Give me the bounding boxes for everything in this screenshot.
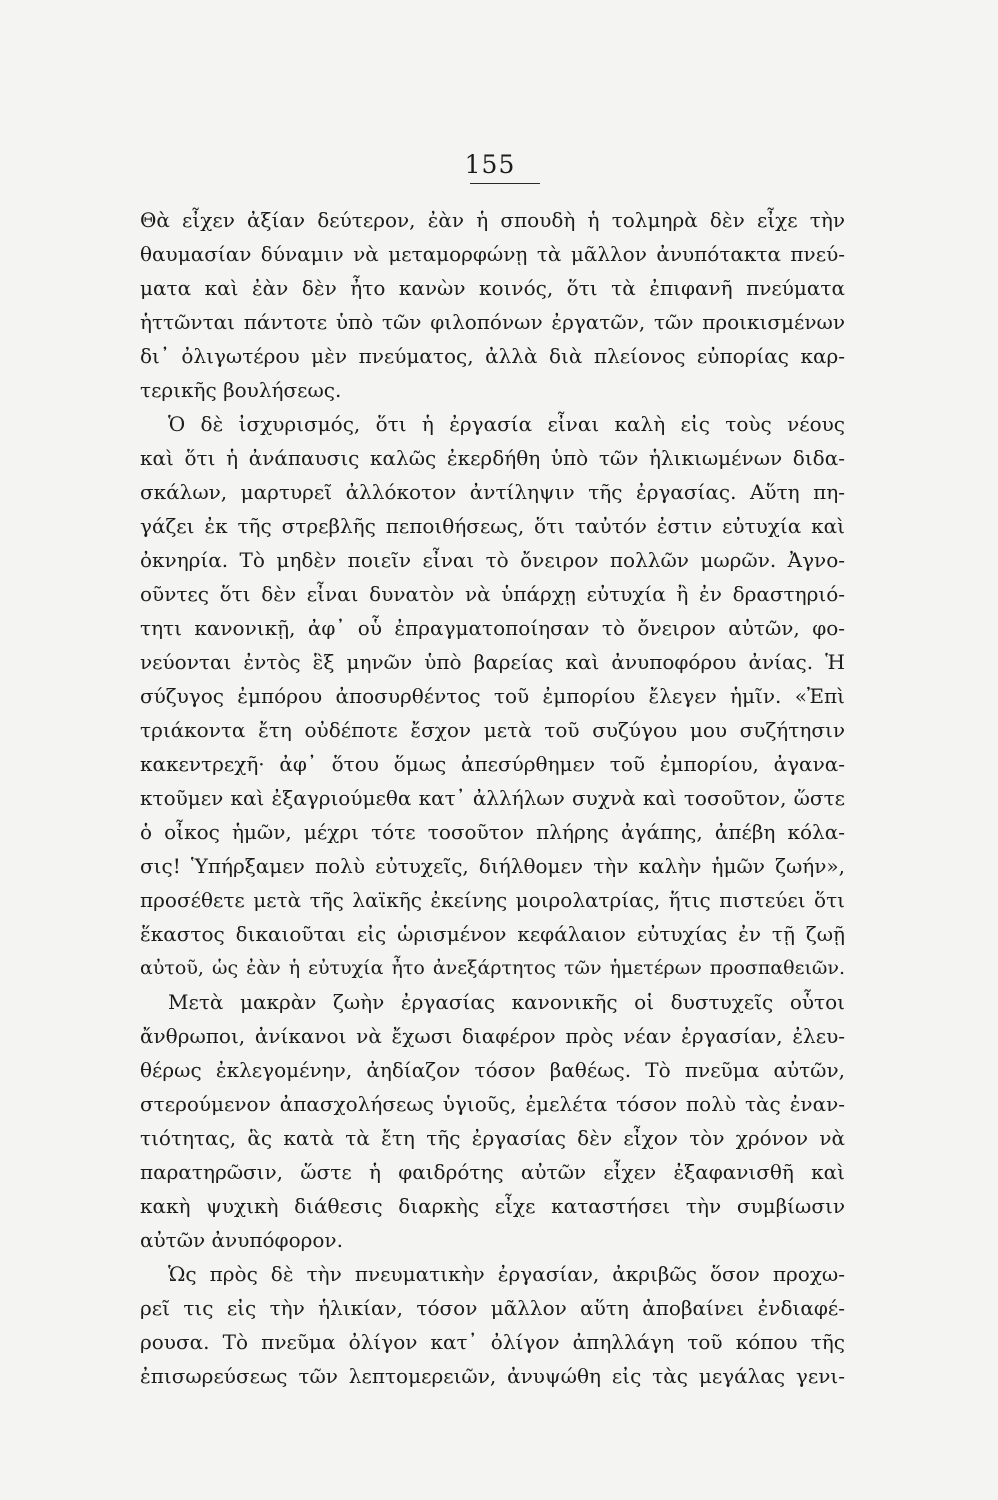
text-line: κακεντρεχῆ· ἀφ᾽ ὅτου ὅμως ἀπεσύρθημεν τοῦ ἐμπορίου, ἀγανα-	[140, 752, 845, 776]
text-line: τιότητας, ἃς κατὰ τὰ ἔτη τῆς ἐργασίας δὲν εἶχον τὸν χρόνον νὰ	[140, 1126, 845, 1150]
text-line: τριάκοντα ἔτη οὐδέποτε ἔσχον μετὰ τοῦ συζύγου μου συζήτησιν	[140, 718, 845, 742]
text-line: ἡττῶνται πάντοτε ὑπὸ τῶν φιλοπόνων ἐργατῶν, τῶν προικισμένων	[140, 310, 845, 334]
text-line: Θὰ εἶχεν ἀξίαν δεύτερον, ἐὰν ἡ σπουδὴ ἡ τολμηρὰ δὲν εἶχε τὴν	[140, 208, 845, 232]
text-line: ἕκαστος δικαιοῦται εἰς ὡρισμένον κεφάλαιον εὐτυχίας ἐν τῇ ζωῇ	[140, 922, 845, 946]
page-number-rule	[470, 183, 540, 184]
text-line: κακὴ ψυχικὴ διάθεσις διαρκὴς εἶχε καταστήσει τὴν συμβίωσιν	[140, 1194, 845, 1218]
text-line: αὐτῶν ἀνυπόφορον.	[140, 1228, 343, 1252]
text-line: προσέθετε μετὰ τῆς λαϊκῆς ἐκείνης μοιρολατρίας, ἥτις πιστεύει ὅτι	[140, 888, 845, 912]
text-line: ὁ οἶκος ἡμῶν, μέχρι τότε τοσοῦτον πλήρης ἀγάπης, ἀπέβη κόλα-	[140, 820, 845, 844]
text-line: νεύονται ἐντὸς ἓξ μηνῶν ὑπὸ βαρείας καὶ ἀνυποφόρου ἀνίας. Ἡ	[140, 650, 845, 674]
text-line: ρεῖ τις εἰς τὴν ἡλικίαν, τόσον μᾶλλον αὕτη ἀποβαίνει ἐνδιαφέ-	[140, 1296, 845, 1320]
text-line: κτοῦμεν καὶ ἐξαγριούμεθα κατ᾽ ἀλλήλων συχνὰ καὶ τοσοῦτον, ὥστε	[140, 786, 845, 810]
text-line: καὶ ὅτι ἡ ἀνάπαυσις καλῶς ἐκερδήθη ὑπὸ τῶν ἡλικιωμένων διδα-	[140, 446, 845, 470]
page-number: 155	[464, 150, 516, 179]
text-line: ματα καὶ ἐὰν δὲν ἦτο κανὼν κοινός, ὅτι τὰ ἐπιφανῆ πνεύματα	[140, 276, 845, 300]
text-line: οῦντες ὅτι δὲν εἶναι δυνατὸν νὰ ὑπάρχῃ εὐτυχία ἢ ἐν δραστηριό-	[140, 582, 845, 606]
text-line: τερικῆς βουλήσεως.	[140, 378, 342, 402]
text-line: σις! Ὑπήρξαμεν πολὺ εὐτυχεῖς, διήλθομεν τὴν καλὴν ἡμῶν ζωήν»,	[140, 854, 845, 878]
text-line: παρατηρῶσιν, ὥστε ἡ φαιδρότης αὐτῶν εἶχεν ἐξαφανισθῆ καὶ	[140, 1160, 845, 1184]
text-line: ἐπισωρεύσεως τῶν λεπτομερειῶν, ἀνυψώθη εἰς τὰς μεγάλας γενι-	[140, 1364, 845, 1388]
text-line: γάζει ἐκ τῆς στρεβλῆς πεποιθήσεως, ὅτι ταὐτόν ἐστιν εὐτυχία καὶ	[140, 514, 845, 538]
text-line: ὀκνηρία. Τὸ μηδὲν ποιεῖν εἶναι τὸ ὄνειρον πολλῶν μωρῶν. Ἀγνο-	[140, 548, 845, 572]
text-line: θαυμασίαν δύναμιν νὰ μεταμορφώνῃ τὰ μᾶλλον ἀνυπότακτα πνεύ-	[140, 242, 845, 266]
text-line: θέρως ἐκλεγομένην, ἀηδίαζον τόσον βαθέως. Τὸ πνεῦμα αὐτῶν,	[140, 1058, 845, 1082]
text-line: αὐτοῦ, ὡς ἐὰν ἡ εὐτυχία ἦτο ἀνεξάρτητος τῶν ἡμετέρων προσπαθειῶν.	[140, 957, 845, 979]
text-line: Ὁ δὲ ἰσχυρισμός, ὅτι ἡ ἐργασία εἶναι καλὴ εἰς τοὺς νέους	[168, 412, 845, 436]
text-line: σύζυγος ἐμπόρου ἀποσυρθέντος τοῦ ἐμπορίου ἔλεγεν ἡμῖν. «Ἐπὶ	[140, 684, 845, 708]
text-line: δι᾽ ὀλιγωτέρου μὲν πνεύματος, ἀλλὰ διὰ πλείονος εὐπορίας καρ-	[140, 344, 845, 368]
text-line: Μετὰ μακρὰν ζωὴν ἐργασίας κανονικῆς οἱ δυστυχεῖς οὗτοι	[168, 990, 845, 1014]
text-line: ἄνθρωποι, ἀνίκανοι νὰ ἔχωσι διαφέρον πρὸς νέαν ἐργασίαν, ἐλευ-	[140, 1024, 845, 1048]
text-line: Ὡς πρὸς δὲ τὴν πνευματικὴν ἐργασίαν, ἀκριβῶς ὅσον προχω-	[168, 1262, 845, 1286]
text-line: τητι κανονικῇ, ἀφ᾽ οὗ ἐπραγματοποίησαν τὸ ὄνειρον αὐτῶν, φο-	[140, 616, 845, 640]
text-line: σκάλων, μαρτυρεῖ ἀλλόκοτον ἀντίληψιν τῆς ἐργασίας. Αὕτη πη-	[140, 480, 845, 504]
text-line: στερούμενον ἀπασχολήσεως ὑγιοῦς, ἐμελέτα τόσον πολὺ τὰς ἐναν-	[140, 1092, 845, 1116]
text-line: ρουσα. Τὸ πνεῦμα ὀλίγον κατ᾽ ὀλίγον ἀπηλλάγη τοῦ κόπου τῆς	[140, 1330, 845, 1354]
